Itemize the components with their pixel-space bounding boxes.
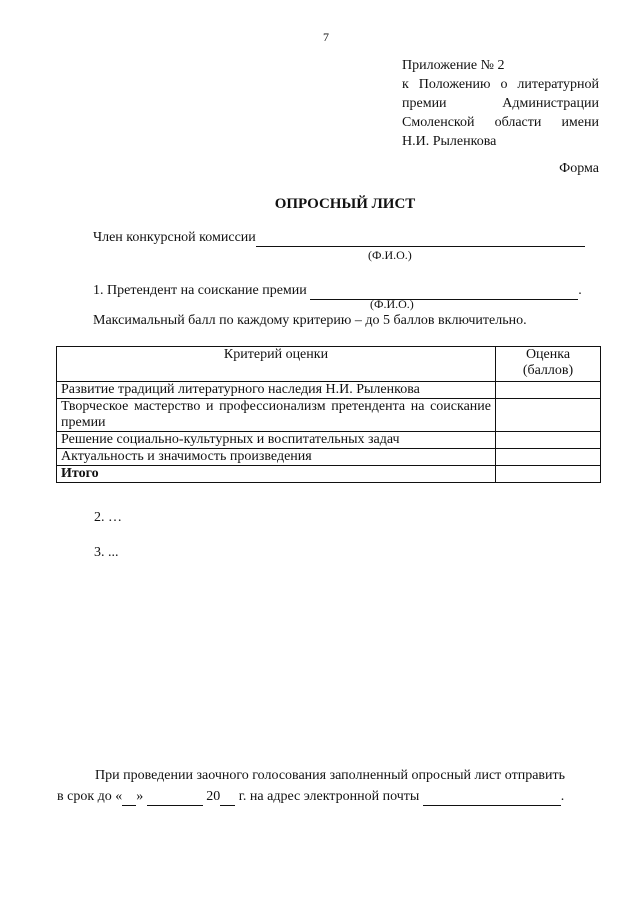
claimant-end-dot: . <box>578 283 582 298</box>
fio-hint-member: (Ф.И.О.) <box>368 248 412 262</box>
score-cell[interactable] <box>496 382 601 399</box>
criterion-cell: Актуальность и значимость произведения <box>57 449 496 466</box>
item-2: 2. … <box>94 510 122 525</box>
appendix-line-4: Смоленской области имени <box>402 115 599 130</box>
table-row <box>57 449 601 466</box>
table-row <box>57 382 601 399</box>
table-total-row <box>57 466 601 483</box>
deadline-year-field[interactable] <box>220 789 235 806</box>
claimant-row <box>93 283 582 300</box>
commission-member-name-field[interactable] <box>256 230 585 247</box>
total-score-cell[interactable] <box>496 466 601 483</box>
score-cell[interactable] <box>496 399 601 432</box>
header-score <box>496 347 601 382</box>
page-title: ОПРОСНЫЙ ЛИСТ <box>274 196 416 212</box>
table-row <box>57 399 601 432</box>
max-score-note: Максимальный балл по каждому критерию – до 5 баллов включительно. <box>93 313 527 328</box>
deadline-mid: » <box>136 789 144 804</box>
total-label: Итого <box>57 466 496 483</box>
footer-end-dot: . <box>560 789 565 804</box>
email-text: г. на адрес электронной почты <box>238 789 420 804</box>
header-score-line-2: (баллов) <box>522 363 574 378</box>
header-criterion: Критерий оценки <box>57 347 496 382</box>
fio-hint-claimant: (Ф.И.О.) <box>370 297 414 311</box>
claimant-label: 1. Претендент на соискание премии <box>93 283 307 298</box>
appendix-block <box>402 56 599 151</box>
table-row <box>57 432 601 449</box>
footer-instruction-line-2 <box>57 789 564 806</box>
commission-member-label: Член конкурсной комиссии <box>93 230 256 245</box>
criterion-cell: Развитие традиций литературного наследия Н.И. Рыленкова <box>57 382 496 399</box>
deadline-prefix: в срок до « <box>57 789 123 804</box>
header-score-line-1: Оценка <box>525 347 571 362</box>
email-field[interactable] <box>423 789 561 806</box>
appendix-line-5: Н.И. Рыленкова <box>402 134 497 149</box>
criterion-cell: Решение социально-культурных и воспитательных задач <box>57 432 496 449</box>
deadline-year-prefix: 20 <box>206 789 221 804</box>
item-3: 3. ... <box>94 545 119 560</box>
form-label: Форма <box>559 161 599 176</box>
score-cell[interactable] <box>496 449 601 466</box>
appendix-line-1: Приложение № 2 <box>402 58 505 73</box>
table-header-row <box>57 347 601 382</box>
appendix-line-3: премии Администрации <box>402 96 599 111</box>
commission-member-row <box>93 230 585 247</box>
deadline-day-field[interactable] <box>122 789 136 806</box>
claimant-name-field[interactable] <box>310 283 578 300</box>
deadline-month-field[interactable] <box>147 789 203 806</box>
footer-instruction-line-1: При проведении заочного голосования заполненный опросный лист отправить <box>95 768 566 783</box>
criterion-cell: Творческое мастерство и профессионализм претендента на соискание премии <box>57 399 496 432</box>
page-number: 7 <box>323 30 329 44</box>
appendix-line-2: к Положению о литературной <box>402 77 599 92</box>
criteria-table <box>56 346 601 483</box>
score-cell[interactable] <box>496 432 601 449</box>
